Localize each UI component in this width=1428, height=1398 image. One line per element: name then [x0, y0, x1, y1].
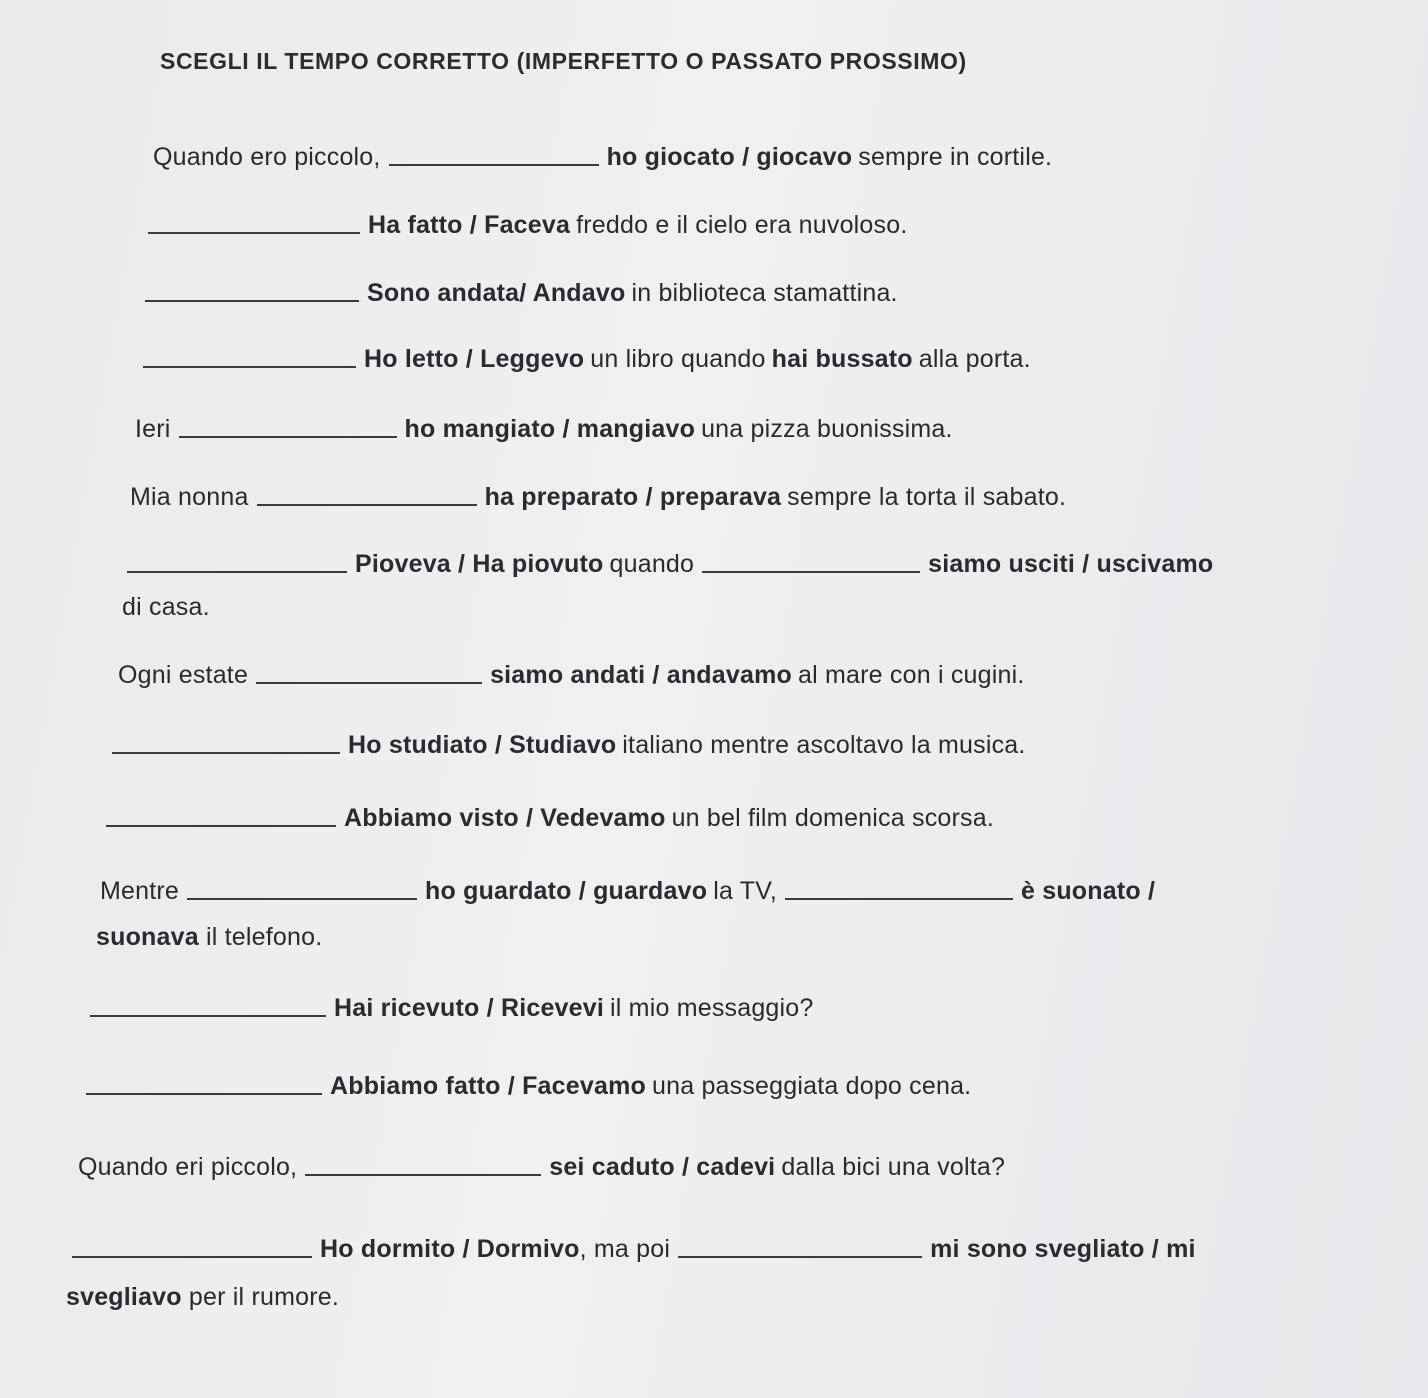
- sentence-text: un libro quando: [590, 345, 766, 373]
- sentence-10: [106, 803, 994, 833]
- verb-options: suonava: [96, 923, 199, 951]
- answer-blank[interactable]: [145, 299, 359, 302]
- verb-options: svegliavo: [66, 1283, 182, 1311]
- sentence-1: [153, 142, 1052, 172]
- sentence-6: [130, 482, 1066, 512]
- sentence-text: una passeggiata dopo cena.: [651, 1072, 972, 1100]
- sentence-text: il mio messaggio?: [610, 994, 814, 1022]
- answer-blank[interactable]: [148, 231, 360, 234]
- sentence-text: la TV,: [713, 877, 777, 905]
- sentence-text: Quando eri piccolo,: [78, 1153, 298, 1181]
- answer-blank[interactable]: [106, 824, 336, 827]
- answer-blank[interactable]: [112, 751, 340, 754]
- answer-blank[interactable]: [187, 897, 417, 900]
- sentence-text: alla porta.: [918, 345, 1031, 373]
- verb-options: Abbiamo visto / Vedevamo: [344, 804, 666, 832]
- answer-blank[interactable]: [305, 1173, 541, 1176]
- sentence-text: Quando ero piccolo,: [153, 143, 381, 171]
- verb-options: è suonato /: [1020, 877, 1156, 905]
- verb-options: ho giocato / giocavo: [606, 143, 853, 171]
- verb-options: Pioveva / Ha piovuto: [355, 550, 604, 578]
- answer-blank[interactable]: [389, 163, 599, 166]
- worksheet-title: SCEGLI IL TEMPO CORRETTO (IMPERFETTO O PASSATO PROSSIMO): [160, 48, 967, 74]
- sentence-text: Mentre: [100, 877, 180, 905]
- verb-bold: hai bussato: [771, 345, 913, 373]
- verb-options: ho guardato / guardavo: [425, 877, 708, 905]
- sentence-text: Mia nonna: [130, 483, 249, 511]
- answer-blank[interactable]: [90, 1014, 326, 1017]
- verb-options: mi sono svegliato / mi: [930, 1235, 1196, 1263]
- sentence-2: [148, 210, 908, 240]
- sentence-8: [118, 660, 1025, 690]
- sentence-text: Ieri: [135, 415, 171, 443]
- sentence-text: freddo e il cielo era nuvoloso.: [576, 211, 908, 239]
- verb-options: Ho studiato / Studiavo: [348, 731, 617, 759]
- sentence-text: in biblioteca stamattina.: [631, 279, 898, 307]
- answer-blank[interactable]: [785, 897, 1013, 900]
- sentence-text: Ogni estate: [118, 661, 249, 689]
- sentence-11: [100, 876, 1155, 906]
- sentence-15: [72, 1234, 1196, 1264]
- answer-blank[interactable]: [86, 1092, 322, 1095]
- verb-options: Ho letto / Leggevo: [364, 345, 585, 373]
- sentence-11-cont: [96, 922, 322, 952]
- sentence-text: sempre in cortile.: [858, 143, 1053, 171]
- sentence-15-cont: [66, 1282, 339, 1312]
- answer-blank[interactable]: [72, 1255, 312, 1258]
- sentence-7-cont: di casa.: [122, 593, 210, 621]
- answer-blank[interactable]: [702, 570, 920, 573]
- verb-options: sei caduto / cadevi: [549, 1153, 776, 1181]
- verb-options: ho mangiato / mangiavo: [404, 415, 696, 443]
- answer-blank[interactable]: [257, 503, 477, 506]
- verb-options: ha preparato / preparava: [484, 483, 782, 511]
- sentence-5: [135, 414, 953, 444]
- sentence-7: [127, 549, 1213, 579]
- answer-blank[interactable]: [143, 365, 356, 368]
- answer-blank[interactable]: [256, 681, 482, 684]
- answer-blank[interactable]: [678, 1255, 922, 1258]
- sentence-13: [86, 1071, 971, 1101]
- sentence-text: , ma poi: [579, 1235, 671, 1263]
- answer-blank[interactable]: [127, 570, 347, 573]
- sentence-3: [145, 278, 898, 308]
- verb-options: Ho dormito / Dormivo: [320, 1235, 580, 1263]
- sentence-text: italiano mentre ascoltavo la musica.: [622, 731, 1026, 759]
- sentence-text: una pizza buonissima.: [701, 415, 953, 443]
- sentence-text: dalla bici una volta?: [781, 1153, 1006, 1181]
- verb-options: Ha fatto / Faceva: [368, 211, 571, 239]
- sentence-text: quando: [609, 550, 695, 578]
- sentence-4: [143, 344, 1031, 374]
- sentence-text: al mare con i cugini.: [797, 661, 1025, 689]
- verb-options: siamo usciti / uscivamo: [928, 550, 1214, 578]
- verb-options: Hai ricevuto / Ricevevi: [334, 994, 605, 1022]
- verb-options: Sono andata/ Andavo: [367, 279, 626, 307]
- sentence-14: [78, 1152, 1005, 1182]
- sentence-9: [112, 730, 1026, 760]
- sentence-text: il telefono.: [206, 923, 323, 951]
- answer-blank[interactable]: [179, 435, 397, 438]
- sentence-text: un bel film domenica scorsa.: [671, 804, 994, 832]
- sentence-12: [90, 993, 814, 1023]
- verb-options: siamo andati / andavamo: [490, 661, 792, 689]
- verb-options: Abbiamo fatto / Facevamo: [330, 1072, 646, 1100]
- sentence-text: per il rumore.: [188, 1283, 339, 1311]
- sentence-text: sempre la torta il sabato.: [787, 483, 1067, 511]
